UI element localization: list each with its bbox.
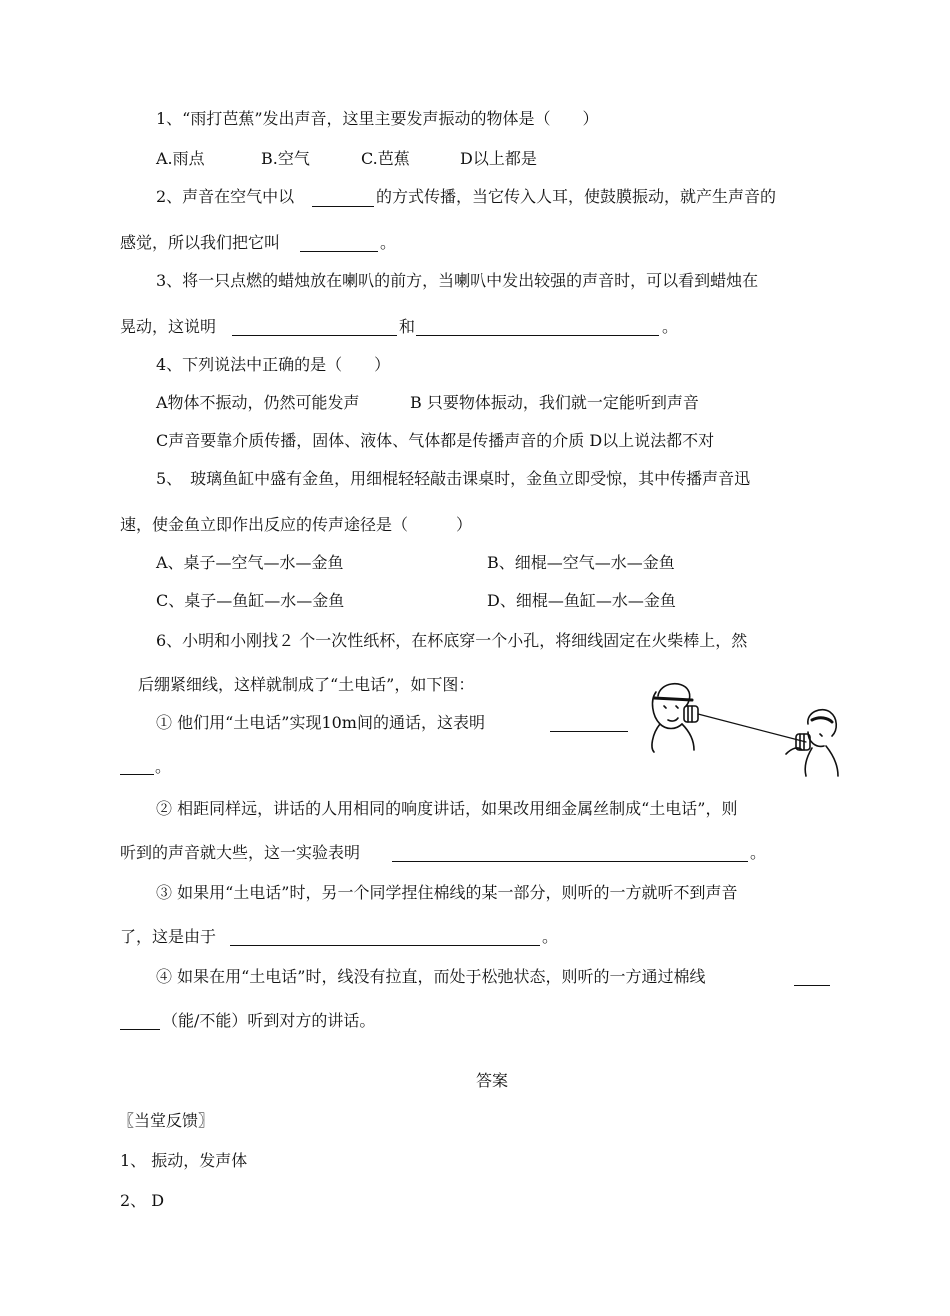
q1-option-d: D以上都是 [460,149,537,168]
q3-text-4: 。 [662,317,679,336]
q6-sub2-text-1: ② 相距同样远，讲话的人用相同的响度讲话，如果改用细金属丝制成“土电话”，则 [156,799,738,818]
answers-title: 答案 [476,1071,509,1090]
q2-text-3: 感觉，所以我们把它叫 [120,233,281,252]
tin-can-telephone-illustration [636,676,846,780]
q5-option-a: A、桌子—空气—水—金鱼 [156,553,344,572]
q1-option-a: A.雨点 [156,149,205,168]
q5-option-d: D、细棍—鱼缸—水—金鱼 [487,591,676,610]
q6-text-1: 6、小明和小刚找２ 个一次性纸杯，在杯底穿一个小孔，将细线固定在火柴棒上，然 [156,631,748,650]
q6-sub1-text: ① 他们用“土电话”实现10m间的通话，这表明 [156,713,485,732]
q3-text-2: 晃动，这说明 [120,317,217,336]
q5-option-c: C、桌子—鱼缸—水—金鱼 [156,591,345,610]
q6-sub1-end: 。 [155,757,172,776]
q4-option-b: B 只要物体振动，我们就一定能听到声音 [410,393,699,412]
q6-sub1-blank-a[interactable] [550,731,628,732]
q6-sub4-blank-a[interactable] [794,985,830,986]
q6-sub3-end: 。 [542,927,559,946]
q1-option-c: C.芭蕉 [361,149,410,168]
q2-blank-1[interactable] [312,206,374,207]
q6-sub1-blank-b[interactable] [120,774,154,775]
q6-sub2-end: 。 [750,843,767,862]
q6-sub4-text-2: （能/不能）听到对方的讲话。 [162,1011,376,1030]
q3-text-1: 3、将一只点燃的蜡烛放在喇叭的前方，当喇叭中发出较强的声音时，可以看到蜡烛在 [156,271,759,290]
q1-stem: 1、“雨打芭蕉”发出声音，这里主要发声振动的物体是（ ） [156,109,599,128]
q5-option-b: B、细棍—空气—水—金鱼 [487,553,675,572]
q6-sub4-blank-b[interactable] [120,1029,160,1030]
q2-text-2: 的方式传播，当它传入人耳，使鼓膜振动，就产生声音的 [376,187,777,206]
q3-text-3: 和 [399,317,416,336]
q6-sub3-blank[interactable] [230,945,540,946]
q4-option-a: A物体不振动，仍然可能发声 [156,393,360,412]
q5-text-2: 速，使金鱼立即作出反应的传声途径是（ ） [120,515,473,534]
q2-blank-2[interactable] [300,251,378,252]
q4-stem: 4、下列说法中正确的是（ ） [156,355,391,374]
q5-text-1: 5、 玻璃鱼缸中盛有金鱼，用细棍轻轻敲击课桌时，金鱼立即受惊，其中传播声音迅 [156,469,751,488]
q1-option-b: B.空气 [261,149,310,168]
q2-text-4: 。 [380,233,397,252]
q6-sub3-text-1: ③ 如果用“土电话”时，另一个同学捏住棉线的某一部分，则听的一方就听不到声音 [156,883,738,902]
q3-blank-2[interactable] [416,335,659,336]
answers-section: 〖当堂反馈〗 [118,1111,215,1130]
q4-option-cd: C声音要靠介质传播，固体、液体、气体都是传播声音的介质 D以上说法都不对 [156,431,715,450]
q2-text-1: 2、声音在空气中以 [156,187,295,206]
q6-sub2-text-2: 听到的声音就大些，这一实验表明 [120,843,361,862]
q6-sub3-text-2: 了，这是由于 [120,927,217,946]
answer-item: 2、 D [120,1191,165,1210]
q6-text-2: 后绷紧细线，这样就制成了“土电话”，如下图： [138,675,475,694]
q6-sub4-text-1: ④ 如果在用“土电话”时，线没有拉直，而处于松弛状态，则听的一方通过棉线 [156,967,706,986]
q3-blank-1[interactable] [232,335,397,336]
answer-item: 1、 振动，发声体 [120,1151,248,1170]
q6-sub2-blank[interactable] [392,861,748,862]
